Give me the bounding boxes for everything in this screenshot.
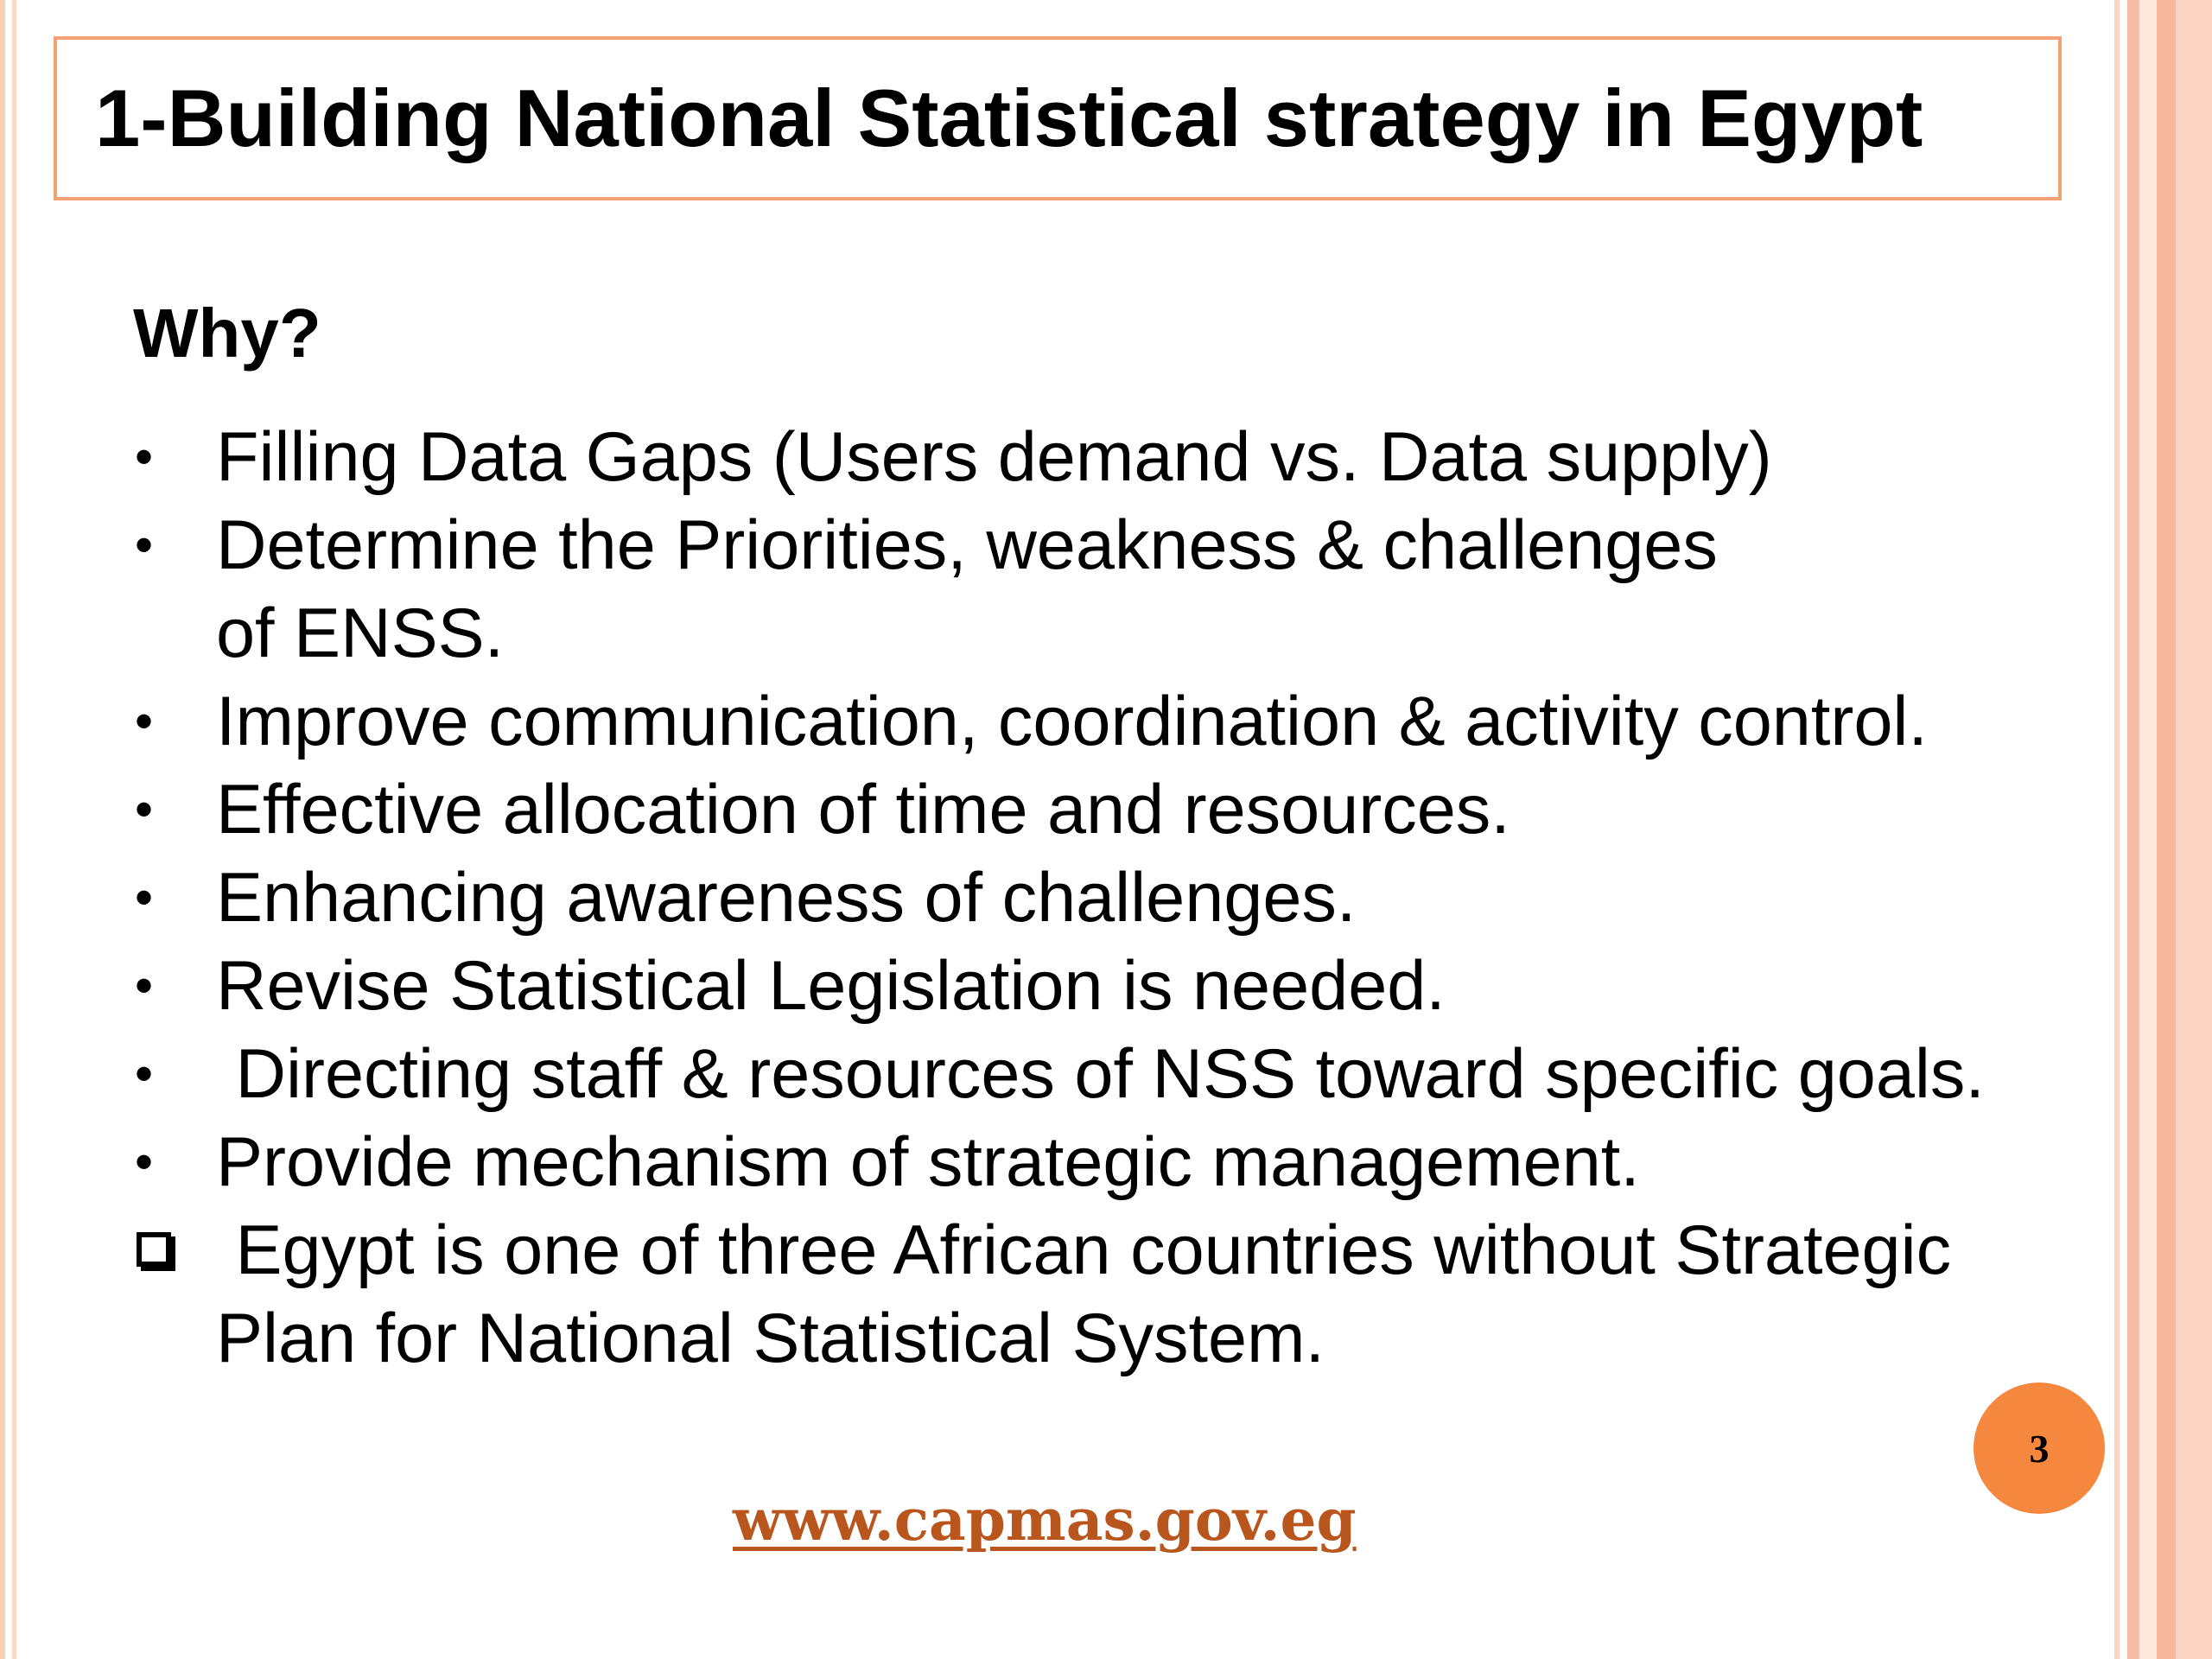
list-item-text: Filling Data Gaps (Users demand vs. Data supply) (216, 418, 1772, 496)
list-item-text-continuation: of ENSS. (216, 594, 505, 672)
title-box (54, 36, 2062, 200)
bullet-list (130, 413, 2108, 1382)
list-item-text: Revise Statistical Legislation is needed. (216, 947, 1446, 1025)
list-item (130, 501, 2108, 677)
right-border-stripe (2157, 0, 2176, 1659)
bullet-icon: • (135, 957, 154, 1014)
bullet-icon: • (135, 780, 154, 838)
note-text: Egypt is one of three African countries without Strategic (216, 1211, 1952, 1289)
checkbox-square-icon (137, 1232, 171, 1267)
right-border-stripe (2114, 0, 2120, 1659)
footer-url-link[interactable]: www.capmas.gov.eg (733, 1486, 1357, 1554)
bullet-icon: • (135, 516, 154, 574)
list-item (130, 766, 2108, 854)
list-item (130, 1030, 2108, 1118)
bullet-icon: • (135, 692, 154, 750)
list-item (130, 677, 2108, 766)
note-text-continuation: Plan for National Statistical System. (216, 1300, 1325, 1377)
right-border-stripe (2139, 0, 2157, 1659)
right-border-stripe (2176, 0, 2212, 1659)
list-item-text: Directing staff & resources of NSS toward specific goals. (216, 1035, 1985, 1113)
right-border-stripe (2127, 0, 2139, 1659)
list-item-text: Improve communication, coordination & activity control. (216, 683, 1928, 760)
list-item (130, 942, 2108, 1030)
left-border-stripe (0, 0, 5, 1659)
list-item (130, 413, 2108, 501)
note-item (130, 1206, 2108, 1382)
list-item-text: Enhancing awareness of challenges. (216, 859, 1357, 937)
slide-title: 1-Building National Statistical strategy in Egypt (95, 73, 1923, 163)
page-number: 3 (2029, 1426, 2050, 1471)
subheading: Why? (133, 295, 321, 372)
left-border-stripe (12, 0, 16, 1659)
list-item-text: Provide mechanism of strategic management. (216, 1123, 1640, 1201)
list-item (130, 854, 2108, 942)
list-item (130, 1118, 2108, 1206)
page-number-badge (1974, 1382, 2105, 1514)
list-item-text: Determine the Priorities, weakness & challenges (216, 506, 1718, 584)
bullet-icon: • (135, 1133, 154, 1191)
bullet-icon: • (135, 868, 154, 926)
bullet-icon: • (135, 428, 154, 486)
list-item-text: Effective allocation of time and resources. (216, 771, 1510, 849)
bullet-icon: • (135, 1045, 154, 1103)
